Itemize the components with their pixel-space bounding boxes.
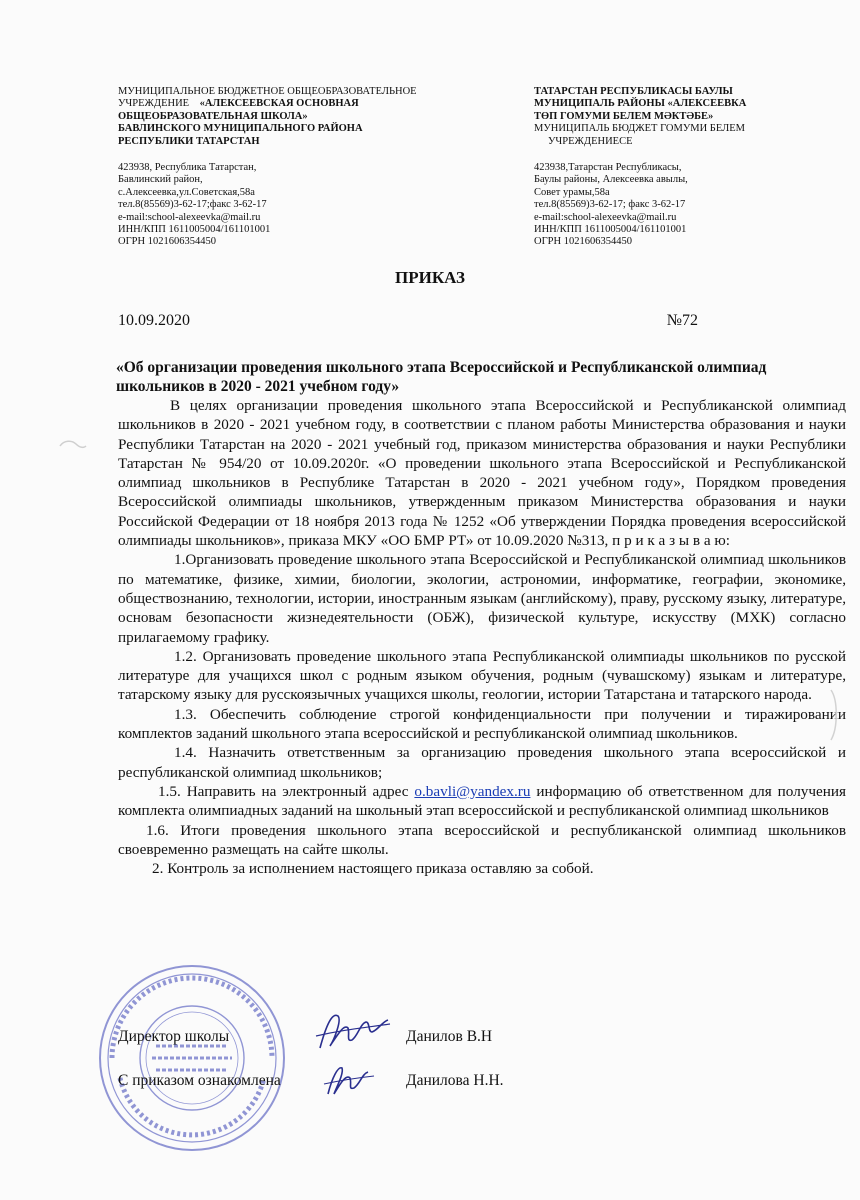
header-left-line3: ОБЩЕОБРАЗОВАТЕЛЬНАЯ ШКОЛА» <box>118 110 308 122</box>
header-right-addr4: тел.8(85569)3-62-17; факс 3-62-17 <box>534 199 686 211</box>
header-right-line1: ТАТАРСТАН РЕСПУБЛИКАСЫ БАУЛЫ <box>534 86 733 97</box>
director-signature-icon <box>312 1006 392 1056</box>
acknowledgement-signature-icon <box>318 1060 378 1100</box>
header-right-addr7: ОГРН 1021606354450 <box>534 236 632 248</box>
body-item-1-4: 1.4. Назначить ответственным за организацию проведения школьного этапа всероссийской и республиканской олимпиад школьников; <box>118 744 846 781</box>
header-left-line2 <box>118 98 478 110</box>
document-title: ПРИКАЗ <box>395 268 465 287</box>
header-right-addr1: 423938,Татарстан Республикасы, <box>534 162 682 174</box>
header-right-line3: ТӨП ГОМУМИ БЕЛЕМ МӘКТӘБЕ» <box>534 110 714 122</box>
body-item-1: 1.Организовать проведение школьного этапа Всероссийской и Республиканской олимпиад школьников по математике, физике, химии, биологии, экологии, астрономии, информатике, географии, экономике, обществознанию, технологии, истории, иностранным языкам (английскому), праву, русскому языку, литературе, основам безопасности жизнедеятельности (ОБЖ), физической культуре, искусству (МХК) согласно прилагаемому графику. <box>118 551 846 646</box>
binding-mark-icon <box>828 688 842 742</box>
school-stamp-icon <box>92 958 292 1158</box>
email-link[interactable]: o.bavli@yandex.ru <box>414 782 531 800</box>
header-right-addr6: ИНН/КПП 1611005004/161101001 <box>534 224 687 236</box>
header-right-line4: МУНИЦИПАЛЬ БЮДЖЕТ ГОМУМИ БЕЛЕМ <box>534 123 745 135</box>
header-right-addr5: e-mail:school-alexeevka@mail.ru <box>534 211 677 223</box>
header-left-addr3: с.Алексеевка,ул.Советская,58а <box>118 186 255 198</box>
header-left-line4: БАВЛИНСКОГО МУНИЦИПАЛЬНОГО РАЙОНА <box>118 123 363 135</box>
order-body <box>118 396 846 878</box>
body-item-1-5-post: информацию об ответственном для получения комплекта олимпиадных заданий на школьный этап всероссийской и республиканской олимпиад школьников <box>118 782 846 820</box>
header-left-line5: РЕСПУБЛИКИ ТАТАРСТАН <box>118 135 260 147</box>
header-right-line5: УЧРЕЖДЕНИЕСЕ <box>548 135 633 147</box>
body-item-2: 2. Контроль за исполнением настоящего приказа оставляю за собой. <box>152 860 594 878</box>
header-right-addr2: Баулы районы, Алексеевка авылы, <box>534 174 688 186</box>
director-label: Директор школы <box>118 1028 230 1045</box>
body-item-1-5 <box>118 782 846 821</box>
punch-mark-icon <box>58 438 88 454</box>
header-left-line1: МУНИЦИПАЛЬНОЕ БЮДЖЕТНОЕ ОБЩЕОБРАЗОВАТЕЛЬНОЕ <box>118 86 417 97</box>
order-date: 10.09.2020 <box>118 312 190 329</box>
body-item-1-2: 1.2. Организовать проведение школьного этапа Республиканской олимпиады школьников по русской литературе для учащихся школ с родным языком обучения, родным (чувашскому) языкам и литературе, татарскому языку для русскоязычных учащихся школы, геологии, истории Татарстана и татарского народа. <box>118 647 846 704</box>
body-item-1-3: 1.3. Обеспечить соблюдение строгой конфиденциальности при получении и тиражировании комплектов заданий школьного этапа всероссийской и республиканской олимпиад школьников. <box>118 705 846 743</box>
body-intro: В целях организации проведения школьного этапа Всероссийской и Республиканской олимпиад школьников в 2020 - 2021 учебном году, в соответствии с планом работы Министерства образования и науки Республики Татарстан на 2020 - 2021 учебный год, приказом министерства образования и науки Республики Татарстан № 954/20 от 10.09.2020г. «О проведении школьного этапа Всероссийской и Республиканской олимпиад школьников в Республике Татарстан в 2020 - 2021 учебном году», Порядком проведения Всероссийской олимпиады школьников, утвержденным приказом Министерства образования и науки Российской Федерации от 18 ноября 2013 года № 1252 «Об утверждении Порядка проведения всероссийской олимпиады школьников», приказа МКУ «ОО БМР РТ» от 10.09.2020 №313, п р и к а з ы в а ю: <box>118 397 846 550</box>
header-left-line2b: «АЛЕКСЕЕВСКАЯ ОСНОВНАЯ <box>199 98 359 110</box>
header-left-addr2: Бавлинский район, <box>118 174 203 186</box>
header-left-addr7: ОГРН 1021606354450 <box>118 236 216 248</box>
header-right-line2: МУНИЦИПАЛЬ РАЙОНЫ «АЛЕКСЕЕВКА <box>534 98 747 110</box>
header-left-addr1: 423938, Республика Татарстан, <box>118 162 257 174</box>
body-item-1-6: 1.6. Итоги проведения школьного этапа всероссийской и республиканской олимпиад школьников своевременно размещать на сайте школы. <box>118 821 846 858</box>
body-item-1-5-pre: 1.5. Направить на электронный адрес <box>158 782 415 800</box>
order-subject: «Об организации проведения школьного этапа Всероссийской и Республиканской олимпиад школьников в 2020 - 2021 учебном году» <box>116 359 767 395</box>
order-number: №72 <box>666 312 698 329</box>
header-right <box>534 86 834 249</box>
header-left-addr5: e-mail:school-alexeevka@mail.ru <box>118 211 261 223</box>
acknowledgement-name: Данилова Н.Н. <box>406 1072 504 1089</box>
header-left-addr6: ИНН/КПП 1611005004/161101001 <box>118 224 271 236</box>
director-name: Данилов В.Н <box>406 1028 493 1045</box>
header-left-line2a: УЧРЕЖДЕНИЕ <box>118 98 190 110</box>
header-left-addr4: тел.8(85569)3-62-17;факс 3-62-17 <box>118 199 267 211</box>
date-number-row <box>118 312 698 330</box>
header-left <box>118 86 478 249</box>
header-right-addr3: Совет урамы,58а <box>534 186 610 198</box>
acknowledgement-label: С приказом ознакомлена <box>118 1072 281 1089</box>
